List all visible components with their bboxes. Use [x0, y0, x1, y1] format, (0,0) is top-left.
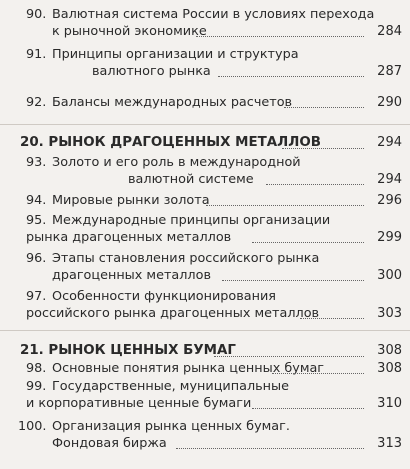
entry-title-line1: Золото и его роль в международной: [52, 155, 301, 170]
entry-num: 93.: [26, 155, 47, 170]
dot-leader: [214, 356, 364, 357]
entry-num: 90.: [26, 7, 47, 22]
entry-title-line1: Государственные, муниципальные: [52, 379, 290, 394]
dot-leader: [252, 408, 364, 409]
dot-leader: [266, 184, 364, 185]
dot-leader: [252, 242, 364, 243]
page-number: 310: [377, 396, 402, 411]
entry-title-line1: Валютная система России в условиях перехода: [52, 7, 375, 22]
entry-title-line1: Организация рынка ценных бумаг.: [52, 419, 290, 434]
dot-leader: [176, 448, 364, 449]
entry-num: 95.: [26, 213, 47, 228]
entry-num: 91.: [26, 47, 47, 62]
entry-num: 94.: [26, 193, 47, 208]
page-number: 296: [377, 193, 402, 208]
page-number: 308: [377, 361, 402, 376]
entry-title-line2: драгоценных металлов: [52, 268, 211, 283]
dot-leader: [282, 148, 364, 149]
entry-title-line2: рынка драгоценных металлов: [26, 230, 232, 245]
entry-title-line1: Принципы организации и структура: [52, 47, 299, 62]
page-number: 287: [377, 64, 402, 79]
entry-title-line2: к рыночной экономике: [52, 24, 207, 39]
entry-title-line2: российского рынка драгоценных металлов: [26, 306, 320, 321]
page-number: 303: [377, 306, 402, 321]
dot-leader: [300, 318, 364, 319]
page-number: 284: [377, 24, 402, 39]
entry-num: 97.: [26, 289, 47, 304]
entry-title-line2: валютной системе: [128, 172, 254, 187]
page-number: 313: [377, 436, 402, 451]
dot-leader: [206, 205, 364, 206]
section-divider: [0, 330, 410, 331]
dot-leader: [272, 373, 364, 374]
page-number: 308: [377, 343, 402, 358]
dot-leader: [196, 36, 364, 37]
page-number: 299: [377, 230, 402, 245]
entry-title-line1: Этапы становления российского рынка: [52, 251, 320, 266]
entry-title-line1: Балансы международных расчетов: [52, 95, 293, 110]
page-number: 300: [377, 268, 402, 283]
section-divider: [0, 124, 410, 125]
page-number: 294: [377, 172, 402, 187]
entry-num: 98.: [26, 361, 47, 376]
entry-num: 92.: [26, 95, 47, 110]
page-number: 294: [377, 135, 402, 150]
entry-title-line1: Основные понятия рынка ценных бумаг: [52, 361, 325, 376]
entry-title-line1: Международные принципы организации: [52, 213, 331, 228]
chapter-title: 21. РЫНОК ЦЕННЫХ БУМАГ: [20, 343, 236, 358]
entry-title-line1: Особенности функционирования: [52, 289, 277, 304]
entry-title-line2: валютного рынка: [92, 64, 211, 79]
dot-leader: [284, 107, 364, 108]
entry-title-line2: и корпоративные ценные бумаги: [26, 396, 252, 411]
entry-title-line1: Мировые рынки золота: [52, 193, 210, 208]
dot-leader: [218, 76, 364, 77]
entry-title-line2: Фондовая биржа: [52, 436, 167, 451]
page-number: 290: [377, 95, 402, 110]
entry-num: 96.: [26, 251, 47, 266]
chapter-title: 20. РЫНОК ДРАГОЦЕННЫХ МЕТАЛЛОВ: [20, 135, 321, 150]
entry-num: 99.: [26, 379, 47, 394]
entry-num: 100.: [18, 419, 47, 434]
dot-leader: [222, 280, 364, 281]
